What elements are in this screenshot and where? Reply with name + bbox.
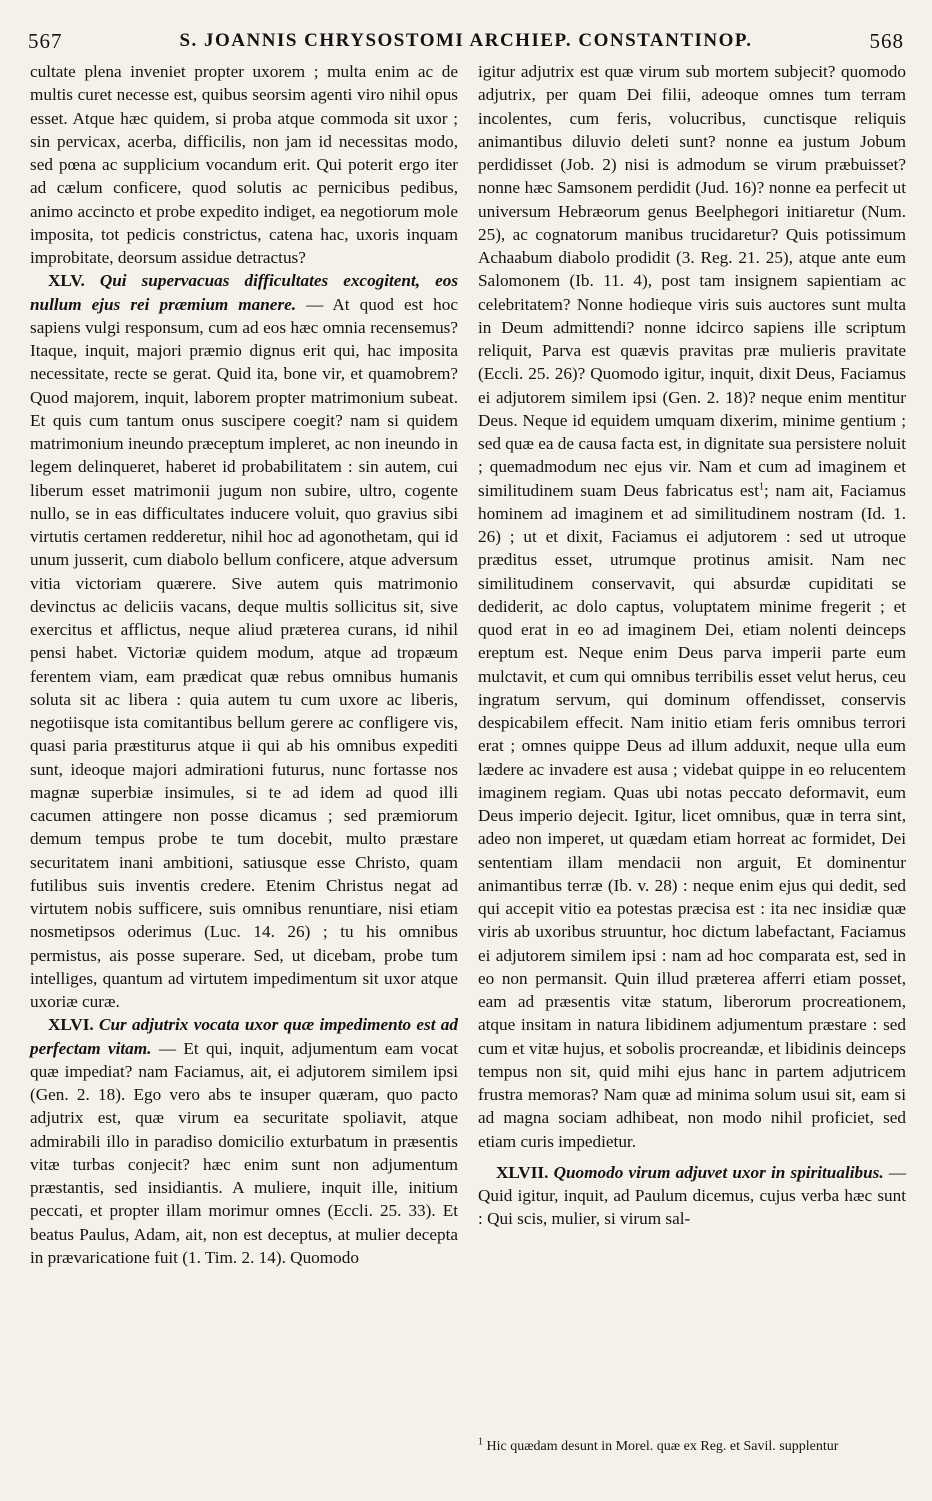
left-page-number: 567 [28,28,63,53]
section-45 [30,269,458,1013]
paragraph [478,60,906,1153]
paragraph-text: ; nam ait, Faciamus hominem ad imaginem et ad similitudinem nostram (Id. 1. 26) ; ut et dixit, Faciamus ei adjutorem : sed ut utroque præditus esset, utrumque protinus amisit. Nam nec similitudinem conservavit, qui absurdæ cupiditati se dediderit, ac dolo captus, voluptatem minime fregerit ; et quod erat in eo ad imaginem Dei, etiam nolenti deinceps ereptum est. Neque enim Deus parva imperii parte eum mulctavit, et cum qui omnibus terribilis esset velut herus, ceu ingratum servum, qui dominum offendisset, conservis despicabilem effecit. Nam initio etiam feris omnibus terrori erat ; omnes quippe Deus ad illum adduxit, neque ulla eum lædere ac invadere est ausa ; videbat quippe in eo relucentem imaginem regiam. Quas ubi notas peccato deformavit, eum Deus imperio dejecit. Igitur, licet omnibus, quæ in terra sint, adeo non imperet, ut quædam etiam horreat ac formidet, Dei sententiam illam mendacii non arguit, Et dominentur animantibus terræ (Ib. v. 28) : neque enim ejus qui dedit, sed qui accepit vitio ea potestas præcisa est : ita nec insidiæ quæ viris ab uxoribus struuntur, hoc dictum labefactant, Faciamus ei adjutorem similem ipsi : nam ad hoc comparata est, sed in eo non permansit. Quin illud præterea afferri etiam posset, eam ad præsentis vitæ statum, liberorum procreationem, atque insitam in natura libidinem adjumentum præstare : sed cum et vitæ hujus, et sobolis procreandæ, et libidinis deinceps tempus non sit, quid mihi ejus hanc in partem adjutricem frustra memoras? Nam quæ ad minima solum usui sit, eam si ad magna sociam adhibeat, non modo nihil proficiet, sed etiam curis impedietur. [478,480,906,1151]
right-page-number: 568 [869,28,904,53]
section-number: XLVI. [48,1015,94,1035]
page-header [28,22,904,60]
section-text: — Quid igitur, inquit, ad Paulum dicemus, cujus verba hæc sunt : Qui scis, mulier, si virum sal- [478,1162,907,1229]
section-text: — At quod est hoc sapiens vulgi responsum, cum ad eos hæc omnia recensemus? Itaque, inquit, majori præmio dignus erit qui, hac imposita necessitate, recte se gerat. Quid ita, bone vir, et quamobrem? Quod majorem, inquit, laborem propter matrimonium subeat. Et quis cum tantum onus suscipere coegit? nam si quidem matrimonium ineundo præceptum impleret, ac non ineundo in legem delinqueret, haberet id probabilitatem : sin autem, cui liberum esset matrimonii jugum non subire, ultro, cogente nullo, se in eas difficultates inducere voluit, quo gravius sibi virtutis certamen redderetur, nihil hoc ad agonothetam, qui id unum jusserit, cum diabolo bellum conficere, atque adversum vitia victoriam quærere. Sive autem quis matrimonio devinctus ac deliciis vacans, deque multis sollicitus sit, sive exercitus et afflictus, neque aliud præterea curans, id nihil pensi habet. Victoriæ quidem modum, atque ad tropæum ferentem viam, eam prædicat quæ rebus omnibus humanis soluta sit ac libera : quia autem tu cum uxore ac liberis, negotiisque ista comitantibus bellum gerere ac confligere vis, quasi paria præstiturus atque ii qui ab his omnibus expediti sunt, ideoque majori admirationi futurus, nunc fortasse nos magnæ superbiæ insimules, si te ad idem ad quod illi cacumen attingere non posse dicamus ; sed præmiorum demum tempus probe te tum docebit, multo præstare securitatem inani ambitioni, satiusque esse Christo, quam futilibus suis inventis credere. Etenim Christus negat ad virtutem nobis sufficere, suis omnibus renuntiare, nisi etiam nosmetipsos oderimus (Luc. 14. 26) ; tu his omnibus permistus, ais posse superare. Sed, ut dicebam, probe tum intelliges, quantum ad virtutem impedimentum sit uxor atque uxoriæ curæ. [30,294,458,1011]
running-title: S. JOANNIS CHRYSOSTOMI ARCHIEP. CONSTANTINOP. [179,30,753,51]
section-number: XLVII. [496,1162,549,1182]
section-title: Cur adjutrix vocata uxor quæ impedimento est ad perfectam vitam. [30,1015,458,1058]
section-text: — Et qui, inquit, adjumentum eam vocat quæ impediat? nam Faciamus, ait, ei adjutorem similem ipsi (Gen. 2. 18). Ego vero abs te insuper quæram, quo pacto adjutrix est, quæ virum ea securitate spoliavit, atque admirabili illo in paradiso domicilio exturbatum in præsentis vitæ turbas conjecit? hæc enim sunt non adjumentum præstantis, sed insidiantis. A muliere, inquit ille, initium peccati, et propter illam morimur omnes (Eccli. 25. 33). Et beatus Paulus, Adam, ait, non est deceptus, at mulier decepta in prævaricatione fuit (1. Tim. 2. 14). Quomodo [30,1038,458,1267]
paragraph-text: igitur adjutrix est quæ virum sub mortem subjecit? quomodo adjutrix, per quam Dei filii, adeoque omnes tum terram incolentes, cum feris, volucribus, cunctisque reliquis animantibus diluvio deleti sunt? nonne ea justum Jobum perdidisset (Job. 2) nisi is admodum se virum præbuisset? nonne hæc Samsonem perdidit (Jud. 16)? nonne ea perfecit ut universum Hebræorum genus Beelphegori initiaretur (Num. 25), ac cognatorum manibus trucidaretur? Quis potissimum Achaabum diabolo prodidit (3. Reg. 21. 25), atque ante eum Salomonem (Ib. 11. 4), post tam insignem sapientiam ac celebritatem? Nonne hodieque viris suis auctores sunt multa in Deum admittendi? nonne idcirco sapiens ille scriptum reliquit, Parva est quævis pravitas præ mulieris pravitate (Eccli. 25. 26)? Quomodo igitur, inquit, dixit Deus, Faciamus ei adjutorem similem ipsi (Gen. 2. 18)? neque enim mentitur Deus. Neque id equidem umquam dixerim, minime gentium ; sed quæ ea de causa facta est, in dignitate sua persistere noluit ; quemadmodum nec ejus vir. Nam et cum ad imaginem et similitudinem suam Deus fabricatus est [478,62,906,500]
left-column [30,60,458,1269]
footnote [478,1438,906,1455]
section-title: Quomodo virum adjuvet uxor in spiritualibus. [553,1162,884,1182]
footnote-reference: 1 [759,480,764,492]
section-46 [30,1013,458,1269]
footnote-text: Hic quædam desunt in Morel. quæ ex Reg. et Savil. supplentur [486,1439,839,1454]
section-47 [478,1161,906,1231]
footnote-mark: 1 [478,1436,483,1448]
section-number: XLV. [48,271,85,291]
section-title: Qui supervacuas difficultates excogitent, eos nullum ejus rei præmium manere. [30,271,459,314]
paragraph: cultate plena inveniet propter uxorem ; multa enim ac de multis curet necesse est, quibus seorsim agenti viro nihil opus esset. Atque hæc quidem, si proba atque commoda sit uxor ; sin pervicax, acerba, difficilis, non jam id necessitas modo, sed pœna ac supplicium vocandum erit. Qui poterit ergo iter ad cælum conficere, quod solutis ac pernicibus pedibus, animo accincto et probe expedito indiget, ea negotiorum mole imposita, tot pedicis constrictus, catena hac, uxoris inquam improbitate, deorsum assidue detractus? [30,62,458,267]
right-column [478,60,906,1231]
